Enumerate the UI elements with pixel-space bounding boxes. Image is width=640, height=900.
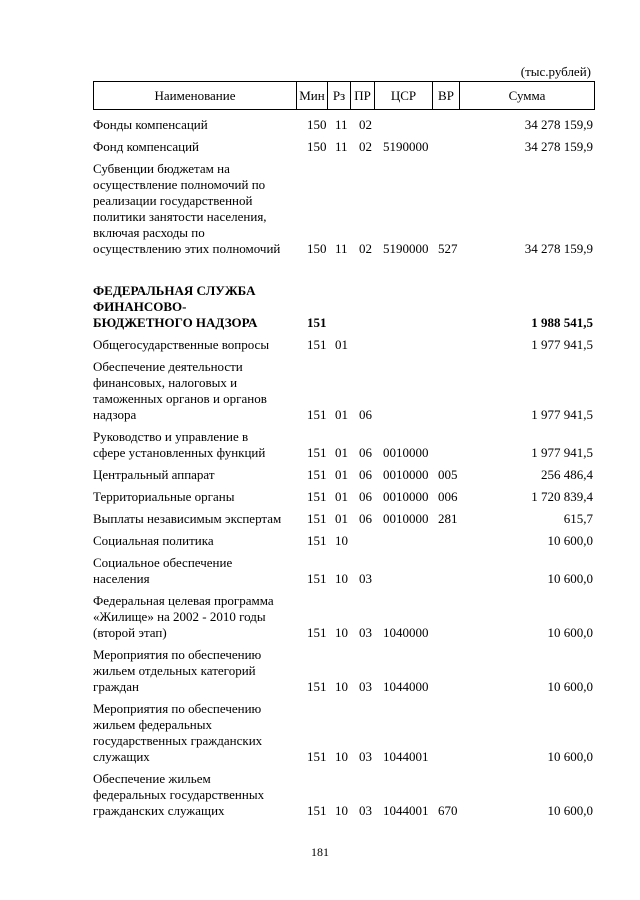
page-number: 181 [311, 845, 329, 859]
row-name-line: надзора [93, 407, 137, 422]
cell-csr: 0010000 [383, 489, 429, 504]
cell-rz: 01 [335, 407, 348, 422]
cell-min: 151 [307, 679, 327, 694]
cell-sum: 10 600,0 [547, 803, 593, 818]
row-name-line: ФИНАНСОВО- [93, 299, 187, 314]
cell-csr: 1044001 [383, 803, 429, 818]
cell-sum: 10 600,0 [547, 679, 593, 694]
row-name-line: государственных гражданских [93, 733, 263, 748]
cell-rz: 10 [335, 533, 348, 548]
cell-min: 151 [307, 571, 327, 586]
cell-csr: 5190000 [383, 241, 429, 256]
cell-min: 151 [307, 533, 327, 548]
cell-sum: 10 600,0 [547, 571, 593, 586]
cell-sum: 34 278 159,9 [524, 139, 593, 154]
cell-pr: 06 [359, 467, 372, 482]
row-name-line: Общегосударственные вопросы [93, 337, 270, 352]
row-name-line: граждан [93, 679, 139, 694]
cell-rz: 10 [335, 803, 348, 818]
cell-min: 151 [307, 511, 327, 526]
row-name-line: Обеспечение деятельности [93, 359, 243, 374]
cell-rz: 10 [335, 749, 348, 764]
row-name-line: таможенных органов и органов [93, 391, 267, 406]
cell-min: 151 [307, 445, 327, 460]
table-row [93, 771, 593, 819]
cell-rz: 10 [335, 625, 348, 640]
row-name-line: Обеспечение жильем [93, 771, 211, 786]
row-name-line: включая расходы по [93, 225, 205, 240]
row-name [93, 555, 295, 587]
row-name-line: Центральный аппарат [93, 467, 215, 482]
cell-sum: 1 977 941,5 [531, 407, 593, 422]
row-name [93, 429, 295, 461]
header-csr: ЦСР [375, 82, 433, 110]
cell-pr: 06 [359, 511, 372, 526]
cell-rz: 11 [335, 117, 348, 132]
cell-pr: 02 [359, 241, 372, 256]
cell-min: 151 [307, 337, 327, 352]
cell-rz: 01 [335, 511, 348, 526]
header-min: Мин [297, 82, 328, 110]
cell-csr: 1044001 [383, 749, 429, 764]
cell-min: 150 [307, 241, 327, 256]
row-name-line: осуществление полномочий по [93, 177, 266, 192]
cell-csr: 1040000 [383, 625, 429, 640]
row-name [93, 593, 295, 641]
cell-sum: 1 977 941,5 [531, 337, 593, 352]
cell-min: 151 [307, 749, 327, 764]
cell-sum: 1 988 541,5 [531, 315, 593, 330]
row-name-line: Руководство и управление в [93, 429, 249, 444]
cell-sum: 34 278 159,9 [524, 117, 593, 132]
cell-vr: 006 [438, 489, 458, 504]
cell-pr: 06 [359, 489, 372, 504]
cell-min: 151 [307, 315, 327, 330]
header-name: Наименование [94, 82, 297, 110]
table-body [93, 111, 593, 819]
cell-rz: 01 [335, 467, 348, 482]
cell-csr: 0010000 [383, 467, 429, 482]
table-row [93, 467, 593, 483]
row-name [93, 283, 295, 331]
cell-min: 151 [307, 803, 327, 818]
header-sum: Сумма [460, 82, 595, 110]
row-name-line: Субвенции бюджетам на [93, 161, 230, 176]
row-name-line: Фонд компенсаций [93, 139, 199, 154]
cell-rz: 10 [335, 571, 348, 586]
table-row [93, 701, 593, 765]
row-name [93, 489, 295, 505]
row-name-line: Мероприятия по обеспечению [93, 647, 262, 662]
table-row [93, 511, 593, 527]
table-row [93, 429, 593, 461]
row-name [93, 139, 295, 155]
cell-csr: 0010000 [383, 511, 429, 526]
row-name-line: служащих [93, 749, 150, 764]
table-row [93, 489, 593, 505]
row-name-line: гражданских служащих [93, 803, 225, 818]
cell-sum: 1 720 839,4 [531, 489, 593, 504]
cell-sum: 10 600,0 [547, 749, 593, 764]
header-rz: Рз [328, 82, 351, 110]
table-row [93, 593, 593, 641]
cell-rz: 01 [335, 337, 348, 352]
cell-rz: 01 [335, 445, 348, 460]
row-name-line: Фонды компенсаций [93, 117, 208, 132]
cell-pr: 03 [359, 749, 372, 764]
header-pr: ПР [351, 82, 375, 110]
row-name-line: Мероприятия по обеспечению [93, 701, 262, 716]
table-row [93, 161, 593, 257]
cell-min: 151 [307, 467, 327, 482]
row-name [93, 359, 295, 423]
row-name-line: финансовых, налоговых и [93, 375, 238, 390]
row-name-line: (второй этап) [93, 625, 167, 640]
header-vr: ВР [433, 82, 460, 110]
row-name-line: Федеральная целевая программа [93, 593, 274, 608]
cell-pr: 06 [359, 445, 372, 460]
row-name-line: населения [93, 571, 150, 586]
table-row [93, 555, 593, 587]
cell-vr: 005 [438, 467, 458, 482]
row-name-line: ФЕДЕРАЛЬНАЯ СЛУЖБА [93, 283, 256, 298]
cell-rz: 11 [335, 139, 348, 154]
cell-vr: 281 [438, 511, 458, 526]
cell-pr: 02 [359, 139, 372, 154]
units-label: (тыс.рублей) [520, 64, 591, 79]
cell-min: 151 [307, 625, 327, 640]
table-row [93, 117, 593, 133]
cell-sum: 10 600,0 [547, 533, 593, 548]
cell-min: 150 [307, 117, 327, 132]
table-row [93, 359, 593, 423]
row-name-line: федеральных государственных [93, 787, 265, 802]
row-name [93, 467, 295, 483]
cell-min: 150 [307, 139, 327, 154]
row-name-line: политики занятости населения, [93, 209, 267, 224]
cell-csr: 5190000 [383, 139, 429, 154]
cell-sum: 1 977 941,5 [531, 445, 593, 460]
cell-min: 151 [307, 489, 327, 504]
cell-sum: 10 600,0 [547, 625, 593, 640]
row-name-line: Выплаты независимым экспертам [93, 511, 282, 526]
cell-rz: 01 [335, 489, 348, 504]
cell-pr: 03 [359, 571, 372, 586]
row-name-line: Социальная политика [93, 533, 214, 548]
row-name [93, 511, 295, 527]
row-name [93, 647, 295, 695]
cell-sum: 256 486,4 [541, 467, 593, 482]
row-name-line: БЮДЖЕТНОГО НАДЗОРА [93, 315, 258, 330]
row-name-line: «Жилище» на 2002 - 2010 годы [93, 609, 266, 624]
cell-pr: 03 [359, 679, 372, 694]
table-row [93, 337, 593, 353]
cell-csr: 1044000 [383, 679, 429, 694]
table-row [93, 647, 593, 695]
cell-rz: 11 [335, 241, 348, 256]
cell-min: 151 [307, 407, 327, 422]
cell-csr: 0010000 [383, 445, 429, 460]
table-header [93, 81, 595, 110]
row-name-line: реализации государственной [93, 193, 253, 208]
row-name-line: жильем федеральных [93, 717, 212, 732]
row-name-line: жильем отдельных категорий [93, 663, 256, 678]
row-name-line: Социальное обеспечение [93, 555, 233, 570]
row-name [93, 701, 295, 765]
row-name [93, 337, 295, 353]
row-name-line: Территориальные органы [93, 489, 235, 504]
cell-sum: 34 278 159,9 [524, 241, 593, 256]
cell-sum: 615,7 [563, 511, 593, 526]
table-row [93, 139, 593, 155]
row-name-line: осуществлению этих полномочий [93, 241, 281, 256]
row-name [93, 117, 295, 133]
table-row [93, 533, 593, 549]
row-name [93, 771, 295, 819]
row-name-line: сфере установленных функций [93, 445, 266, 460]
cell-vr: 527 [438, 241, 458, 256]
cell-pr: 06 [359, 407, 372, 422]
table-row [93, 283, 593, 331]
cell-rz: 10 [335, 679, 348, 694]
row-name [93, 533, 295, 549]
cell-pr: 03 [359, 625, 372, 640]
cell-pr: 03 [359, 803, 372, 818]
cell-vr: 670 [438, 803, 458, 818]
row-name [93, 161, 295, 257]
cell-pr: 02 [359, 117, 372, 132]
